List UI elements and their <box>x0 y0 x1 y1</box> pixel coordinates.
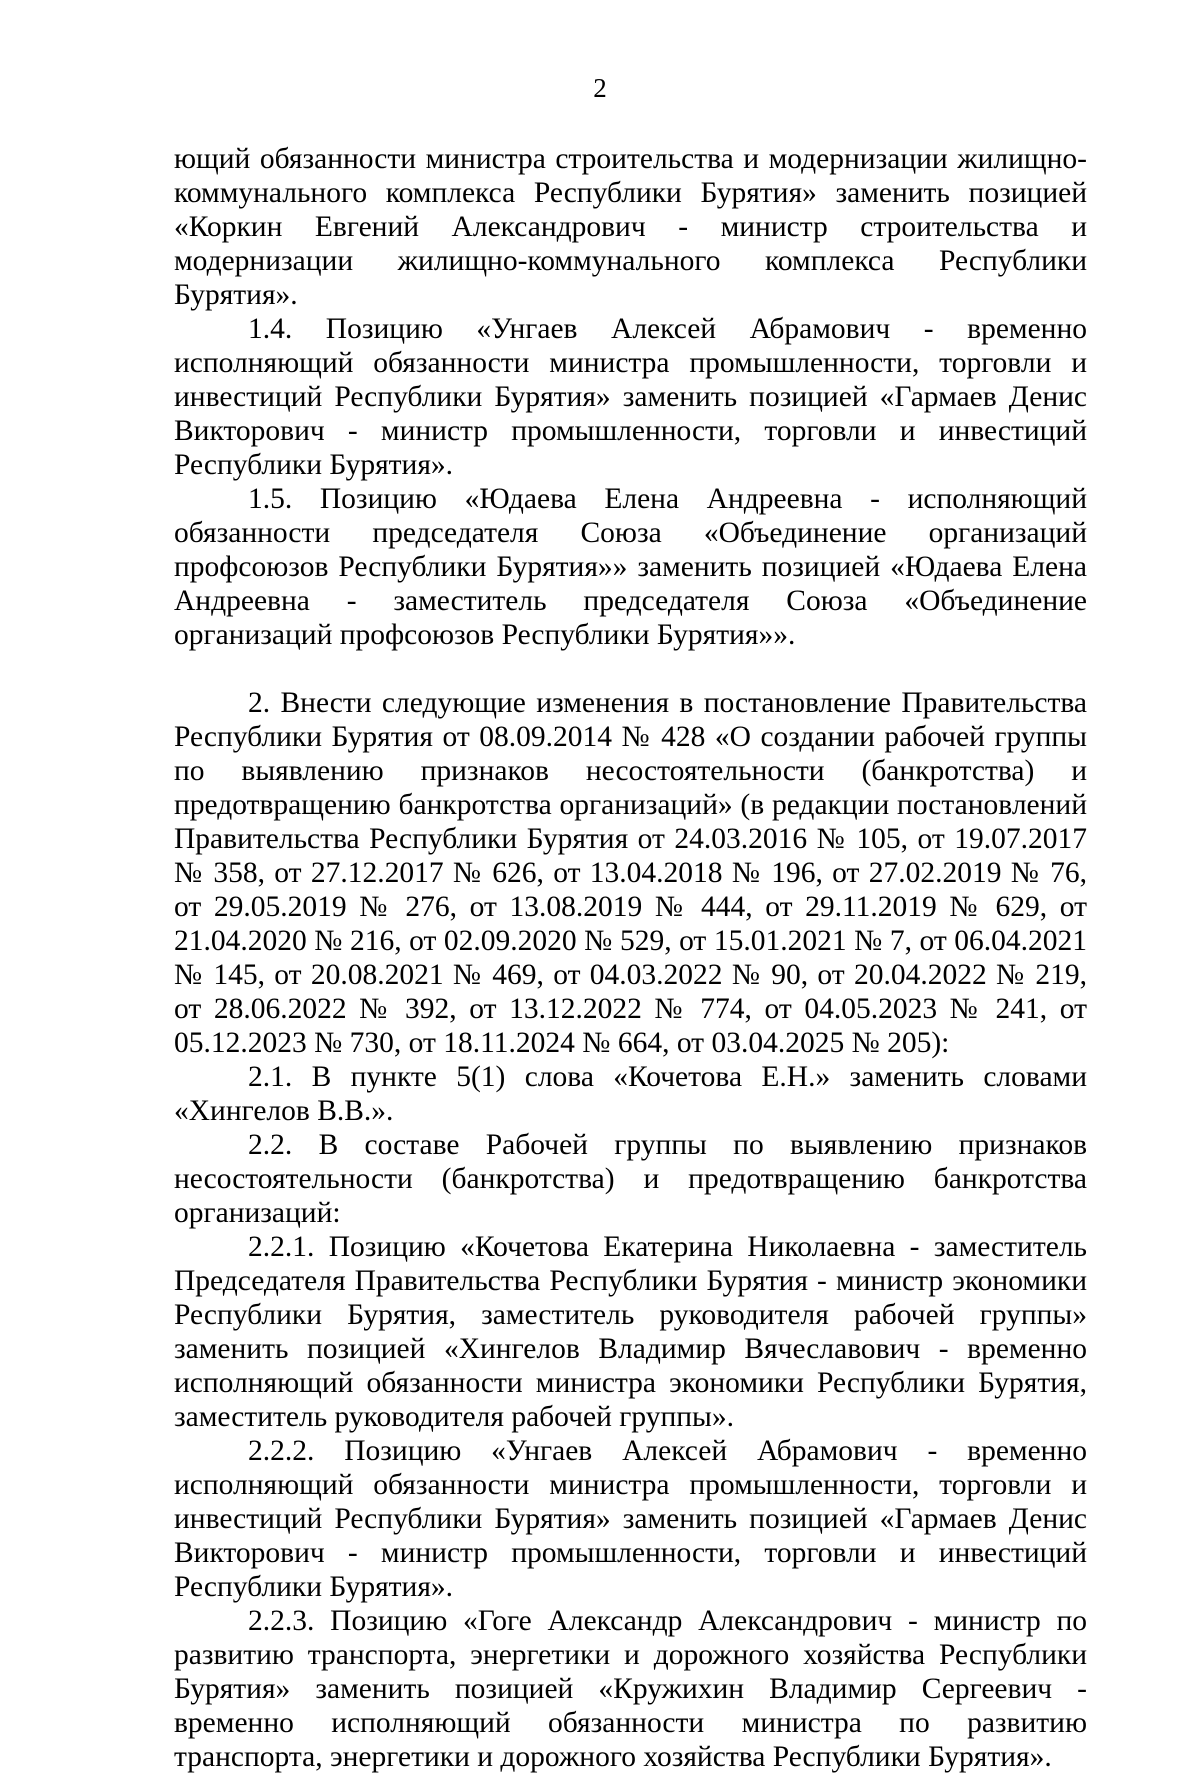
page-number: 2 <box>593 73 607 103</box>
paragraph-item-2-2-1: 2.2.1. Позицию «Кочетова Екатерина Николаевна - заместитель Председателя Правительства Республики Бурятия - министр экономики Республики Бурятия, заместитель руководителя рабочей группы» заменить позицией «Хингелов Владимир Вячеславович - временно исполняющий обязанности министра экономики Республики Бурятия, заместитель руководителя рабочей группы». <box>174 1231 1087 1433</box>
paragraph-item-1-4: 1.4. Позицию «Унгаев Алексей Абрамович - временно исполняющий обязанности министра промышленности, торговли и инвестиций Республики Бурятия» заменить позицией «Гармаев Денис Викторович - министр промышленности, торговли и инвестиций Республики Бурятия». <box>174 313 1087 481</box>
paragraph-item-2: 2. Внести следующие изменения в постановление Правительства Республики Бурятия от 08.09.2014 № 428 «О создании рабочей группы по выявлению признаков несостоятельности (банкротства) и предотвращению банкротства организаций» (в редакции постановлений Правительства Республики Бурятия от 24.03.2016 № 105, от 19.07.2017 № 358, от 27.12.2017 № 626, от 13.04.2018 № 196, от 27.02.2019 № 76, от 29.05.2019 № 276, от 13.08.2019 № 444, от 29.11.2019 № 629, от 21.04.2020 № 216, от 02.09.2020 № 529, от 15.01.2021 № 7, от 06.04.2021 № 145, от 20.08.2021 № 469, от 04.03.2022 № 90, от 20.04.2022 № 219, от 28.06.2022 № 392, от 13.12.2022 № 774, от 04.05.2023 № 241, от 05.12.2023 № 730, от 18.11.2024 № 664, от 03.04.2025 № 205): <box>174 687 1087 1059</box>
paragraph-continuation: ющий обязанности министра строительства и модернизации жилищно-коммунального комплекса Республики Бурятия» заменить позицией «Коркин Евгений Александрович - министр строительства и модернизации жилищно-коммунального комплекса Республики Бурятия». <box>174 143 1087 311</box>
paragraph-item-2-2: 2.2. В составе Рабочей группы по выявлению признаков несостоятельности (банкротства) и предотвращению банкротства организаций: <box>174 1129 1087 1229</box>
paragraph-item-2-1: 2.1. В пункте 5(1) слова «Кочетова Е.Н.» заменить словами «Хингелов В.В.». <box>174 1061 1087 1127</box>
document-body <box>174 142 1087 1774</box>
paragraph-item-2-2-2: 2.2.2. Позицию «Унгаев Алексей Абрамович - временно исполняющий обязанности министра промышленности, торговли и инвестиций Республики Бурятия» заменить позицией «Гармаев Денис Викторович - министр промышленности, торговли и инвестиций Республики Бурятия». <box>174 1435 1087 1603</box>
paragraph-item-2-2-3: 2.2.3. Позицию «Гоге Александр Александрович - министр по развитию транспорта, энергетики и дорожного хозяйства Республики Бурятия» заменить позицией «Кружихин Владимир Сергеевич - временно исполняющий обязанности министра по развитию транспорта, энергетики и дорожного хозяйства Республики Бурятия». <box>174 1605 1087 1773</box>
paragraph-item-1-5: 1.5. Позицию «Юдаева Елена Андреевна - исполняющий обязанности председателя Союза «Объединение организаций профсоюзов Республики Бурятия»» заменить позицией «Юдаева Елена Андреевна - заместитель председателя Союза «Объединение организаций профсоюзов Республики Бурятия»». <box>174 483 1087 651</box>
